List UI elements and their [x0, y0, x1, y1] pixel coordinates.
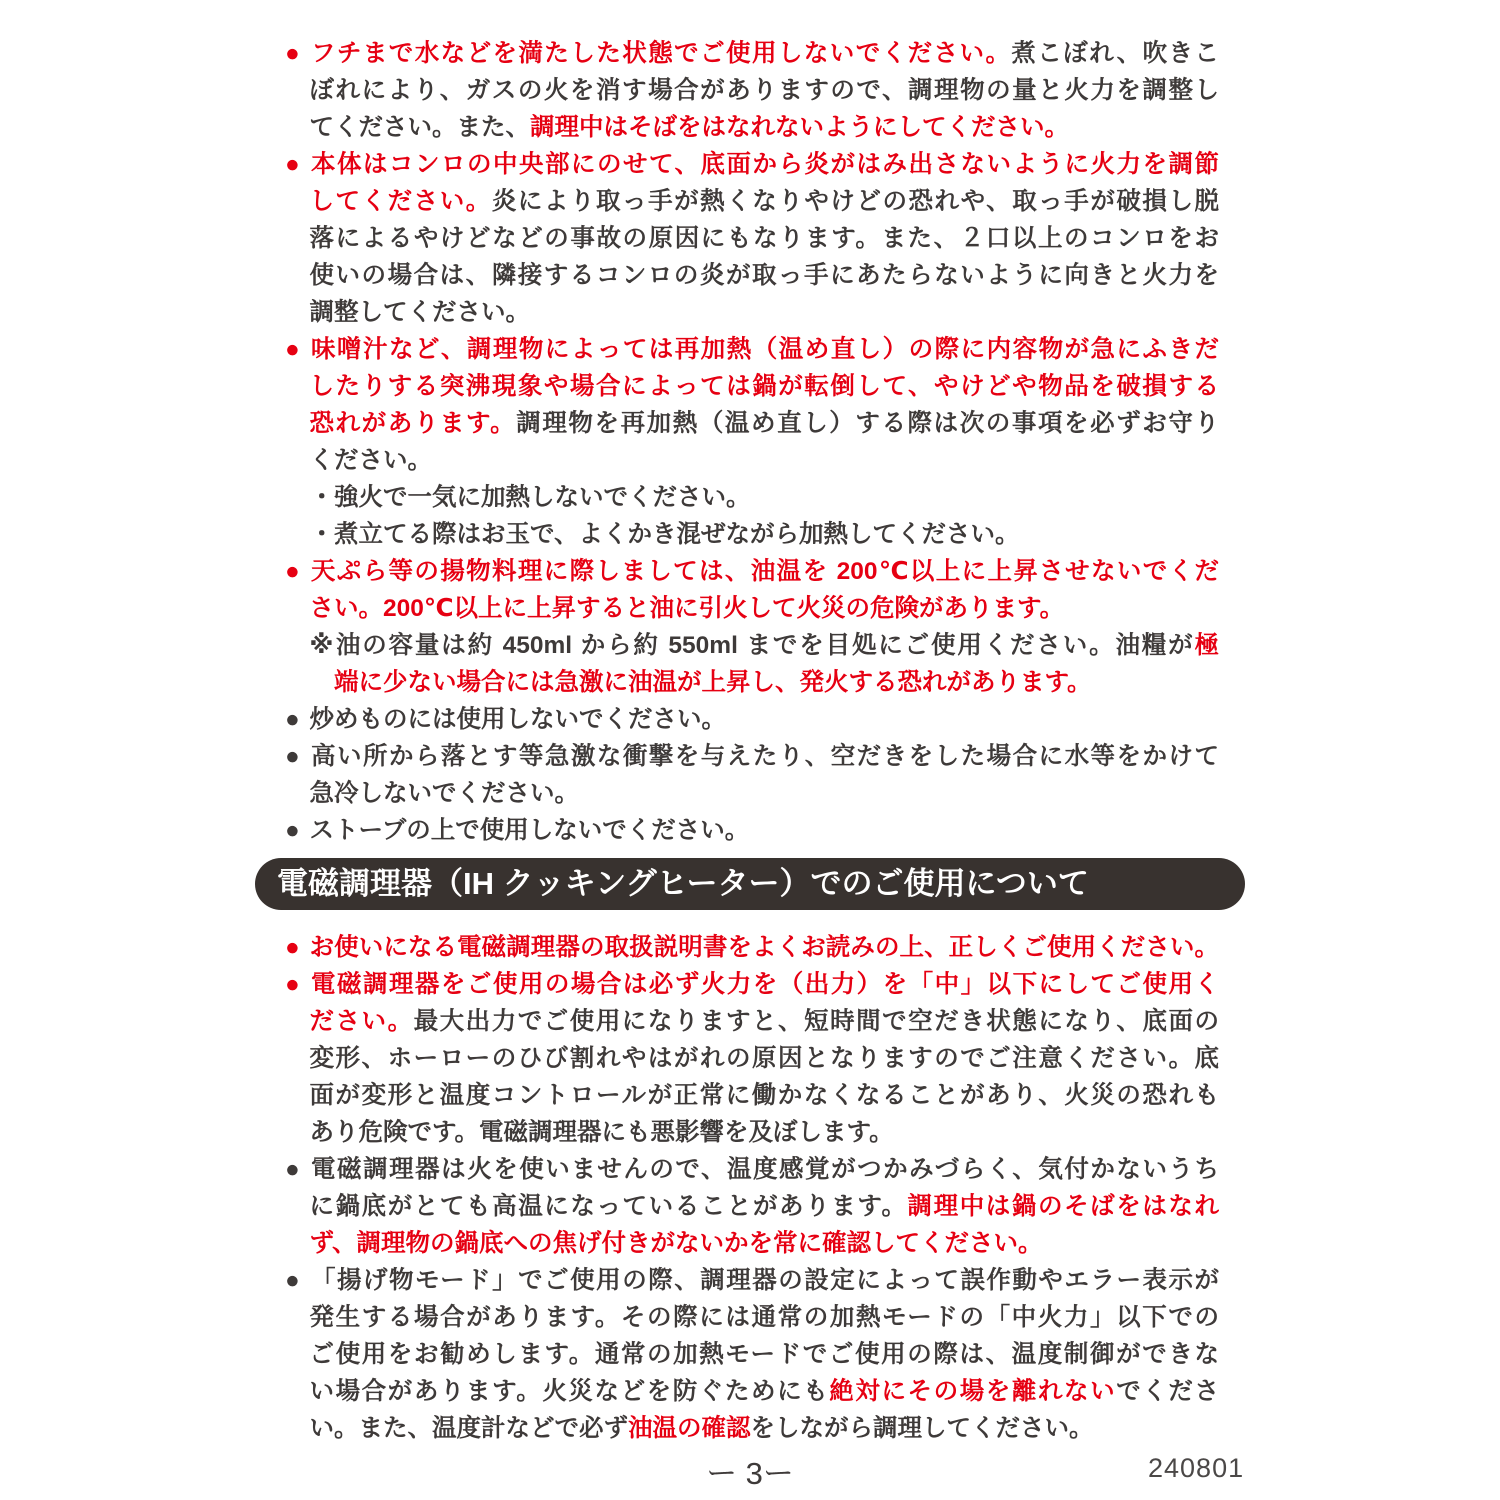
bullet-marker: ●: [285, 336, 300, 363]
text-segment: 変形、ホーローのひび割れやはがれの原因となりますのでご注意ください。底: [309, 1045, 1219, 1072]
text-line: [285, 775, 1219, 812]
text-line: [285, 664, 1219, 701]
text-line: [285, 368, 1219, 405]
text-segment: 調理中は鍋のそばをはなれ: [907, 1193, 1219, 1220]
text-segment: ください。: [309, 447, 432, 474]
text-segment: 調理物を再加熱（温め直し）する際は次の事項を必ずお守り: [516, 410, 1219, 437]
bullet-marker: ●: [285, 40, 300, 67]
text-line: [285, 442, 1219, 479]
text-segment: ぼれにより、ガスの火を消す場合がありますので、調理物の量と火力を調整し: [309, 77, 1219, 104]
ih-section-title: 電磁調理器（IH クッキングヒーター）でのご使用について: [277, 866, 1089, 901]
bullet-marker: ●: [285, 817, 300, 844]
text-segment: フチまで水などを満たした状態でご使用しないでください。: [309, 40, 1012, 67]
text-segment: 油温の確認: [628, 1415, 751, 1442]
bullet-marker: ・: [309, 521, 334, 548]
text-line: [285, 590, 1219, 627]
warning-item: [285, 553, 1219, 627]
text-segment: 強火で一気に加熱しないでください。: [334, 484, 751, 511]
ih-section-header: [255, 858, 1245, 910]
text-segment: 急冷しないでください。: [309, 780, 579, 807]
text-segment: 調整してください。: [309, 299, 530, 326]
text-segment: ストーブの上で使用しないでください。: [309, 817, 750, 844]
bullet-marker: ●: [285, 971, 300, 998]
warning-item: [285, 479, 1219, 516]
text-segment: したりする突沸現象や場合によっては鍋が転倒して、やけどや物品を破損する: [309, 373, 1219, 400]
warning-item: [285, 812, 1219, 849]
text-line: [285, 257, 1219, 294]
text-line: [285, 1336, 1219, 1373]
text-segment: 調理中はそばをはなれないようにしてください。: [530, 114, 1069, 141]
warning-item: [285, 929, 1219, 966]
text-segment: 恐れがあります。: [309, 410, 517, 437]
text-line: [285, 1299, 1219, 1336]
text-segment: 端に少ない場合には急激に油温が上昇し、発火する恐れがあります。: [334, 669, 1092, 696]
text-segment: 炎により取っ手が熱くなりやけどの恐れや、取っ手が破損し脱: [491, 188, 1219, 215]
text-segment: 電磁調理器は火を使いませんので、温度感覚がつかみづらく、気付かないうち: [309, 1156, 1219, 1183]
warning-item: [285, 701, 1219, 738]
text-segment: あり危険です。電磁調理器にも悪影響を及ぼします。: [309, 1119, 894, 1146]
text-segment: 本体はコンロの中央部にのせて、底面から炎がはみ出さないように火力を調節: [309, 151, 1219, 178]
text-segment: さい。200℃以上に上昇すると油に引火して火災の危険があります。: [309, 595, 1065, 622]
gas-stove-warning-list: [285, 35, 1219, 849]
text-line: [285, 183, 1219, 220]
ih-warning-list: [285, 929, 1219, 1447]
bullet-marker: ●: [285, 1156, 300, 1183]
bullet-marker: ●: [285, 558, 300, 585]
text-segment: 煮立てる際はお玉で、よくかき混ぜながら加熱してください。: [334, 521, 1020, 548]
text-segment: に鍋底がとても高温になっていることがあります。: [309, 1193, 908, 1220]
warning-item: [285, 516, 1219, 553]
text-line: [285, 929, 1219, 966]
text-line: [285, 553, 1219, 590]
text-segment: 落によるやけどなどの事故の原因にもなります。また、２口以上のコンロをお: [309, 225, 1219, 252]
page-number: ー 3ー: [706, 1456, 794, 1491]
text-line: [285, 331, 1219, 368]
text-line: [285, 294, 1219, 331]
text-segment: 天ぷら等の揚物料理に際しましては、油温を 200℃以上に上昇させないでくだ: [309, 558, 1219, 585]
bullet-marker: ●: [285, 151, 300, 178]
text-segment: してください。: [309, 188, 492, 215]
bullet-marker: ●: [285, 934, 300, 961]
text-segment: 最大出力でご使用になりますと、短時間で空だき状態になり、底面の: [413, 1008, 1219, 1035]
text-line: [285, 146, 1219, 183]
warning-item: [285, 35, 1219, 146]
warning-item: [285, 627, 1219, 701]
text-segment: い場合があります。火災などを防ぐためにも: [309, 1378, 830, 1405]
text-line: [285, 1077, 1219, 1114]
text-line: [285, 35, 1219, 72]
text-segment: 発生する場合があります。その際には通常の加熱モードの「中火力」以下での: [309, 1304, 1219, 1331]
text-line: [285, 1373, 1219, 1410]
text-line: [285, 1188, 1219, 1225]
text-line: [285, 627, 1219, 664]
text-line: [285, 738, 1219, 775]
warning-item: [285, 966, 1219, 1151]
text-segment: をしながら調理してください。: [750, 1415, 1094, 1442]
bullet-marker: ●: [285, 706, 300, 733]
text-segment: 「揚げ物モード」でご使用の際、調理器の設定によって誤作動やエラー表示が: [309, 1267, 1219, 1294]
text-segment: 炒めものには使用しないでください。: [309, 706, 726, 733]
text-line: [285, 1040, 1219, 1077]
text-line: [285, 701, 1219, 738]
text-line: [285, 405, 1219, 442]
text-segment: 油の容量は約 450ml から約 550ml までを目処にご使用ください。油糧が: [334, 632, 1195, 659]
text-segment: ず、調理物の鍋底への焦げ付きがないかを常に確認してください。: [309, 1230, 1043, 1257]
text-line: [285, 1114, 1219, 1151]
text-line: [285, 1225, 1219, 1262]
text-line: [285, 109, 1219, 146]
bullet-marker: ※: [309, 632, 334, 659]
text-line: [285, 1151, 1219, 1188]
warning-item: [285, 738, 1219, 812]
text-segment: ご使用をお勧めします。通常の加熱モードでご使用の際は、温度制御ができな: [309, 1341, 1219, 1368]
bullet-marker: ●: [285, 1267, 300, 1294]
text-segment: ださい。: [309, 1008, 414, 1035]
document-code: 240801: [1148, 1453, 1245, 1483]
text-segment: 絶対にその場を離れない: [829, 1378, 1117, 1405]
text-line: [285, 1262, 1219, 1299]
text-segment: でくださ: [1116, 1378, 1219, 1405]
text-segment: 電磁調理器をご使用の場合は必ず火力を（出力）を「中」以下にしてご使用く: [309, 971, 1219, 998]
bullet-marker: ・: [309, 484, 334, 511]
text-line: [285, 516, 1219, 553]
text-line: [285, 72, 1219, 109]
text-segment: 面が変形と温度コントロールが正常に働かなくなることがあり、火災の恐れも: [309, 1082, 1219, 1109]
text-segment: 高い所から落とす等急激な衝撃を与えたり、空だきをした場合に水等をかけて: [309, 743, 1219, 770]
bullet-marker: ●: [285, 743, 300, 770]
text-line: [285, 812, 1219, 849]
text-line: [285, 1003, 1219, 1040]
text-segment: い。また、温度計などで必ず: [309, 1415, 628, 1442]
text-segment: 使いの場合は、隣接するコンロの炎が取っ手にあたらないように向きと火力を: [309, 262, 1219, 289]
warning-item: [285, 331, 1219, 479]
text-line: [285, 220, 1219, 257]
warning-item: [285, 1262, 1219, 1447]
text-segment: お使いになる電磁調理器の取扱説明書をよくお読みの上、正しくご使用ください。: [309, 934, 1219, 961]
text-segment: 極: [1194, 632, 1219, 659]
text-segment: てください。また、: [309, 114, 530, 141]
warning-item: [285, 1151, 1219, 1262]
text-segment: 味噌汁など、調理物によっては再加熱（温め直し）の際に内容物が急にふきだ: [309, 336, 1219, 363]
text-segment: 煮こぼれ、吹きこ: [1011, 40, 1219, 67]
text-line: [285, 1410, 1219, 1447]
text-line: [285, 479, 1219, 516]
warning-item: [285, 146, 1219, 331]
text-line: [285, 966, 1219, 1003]
